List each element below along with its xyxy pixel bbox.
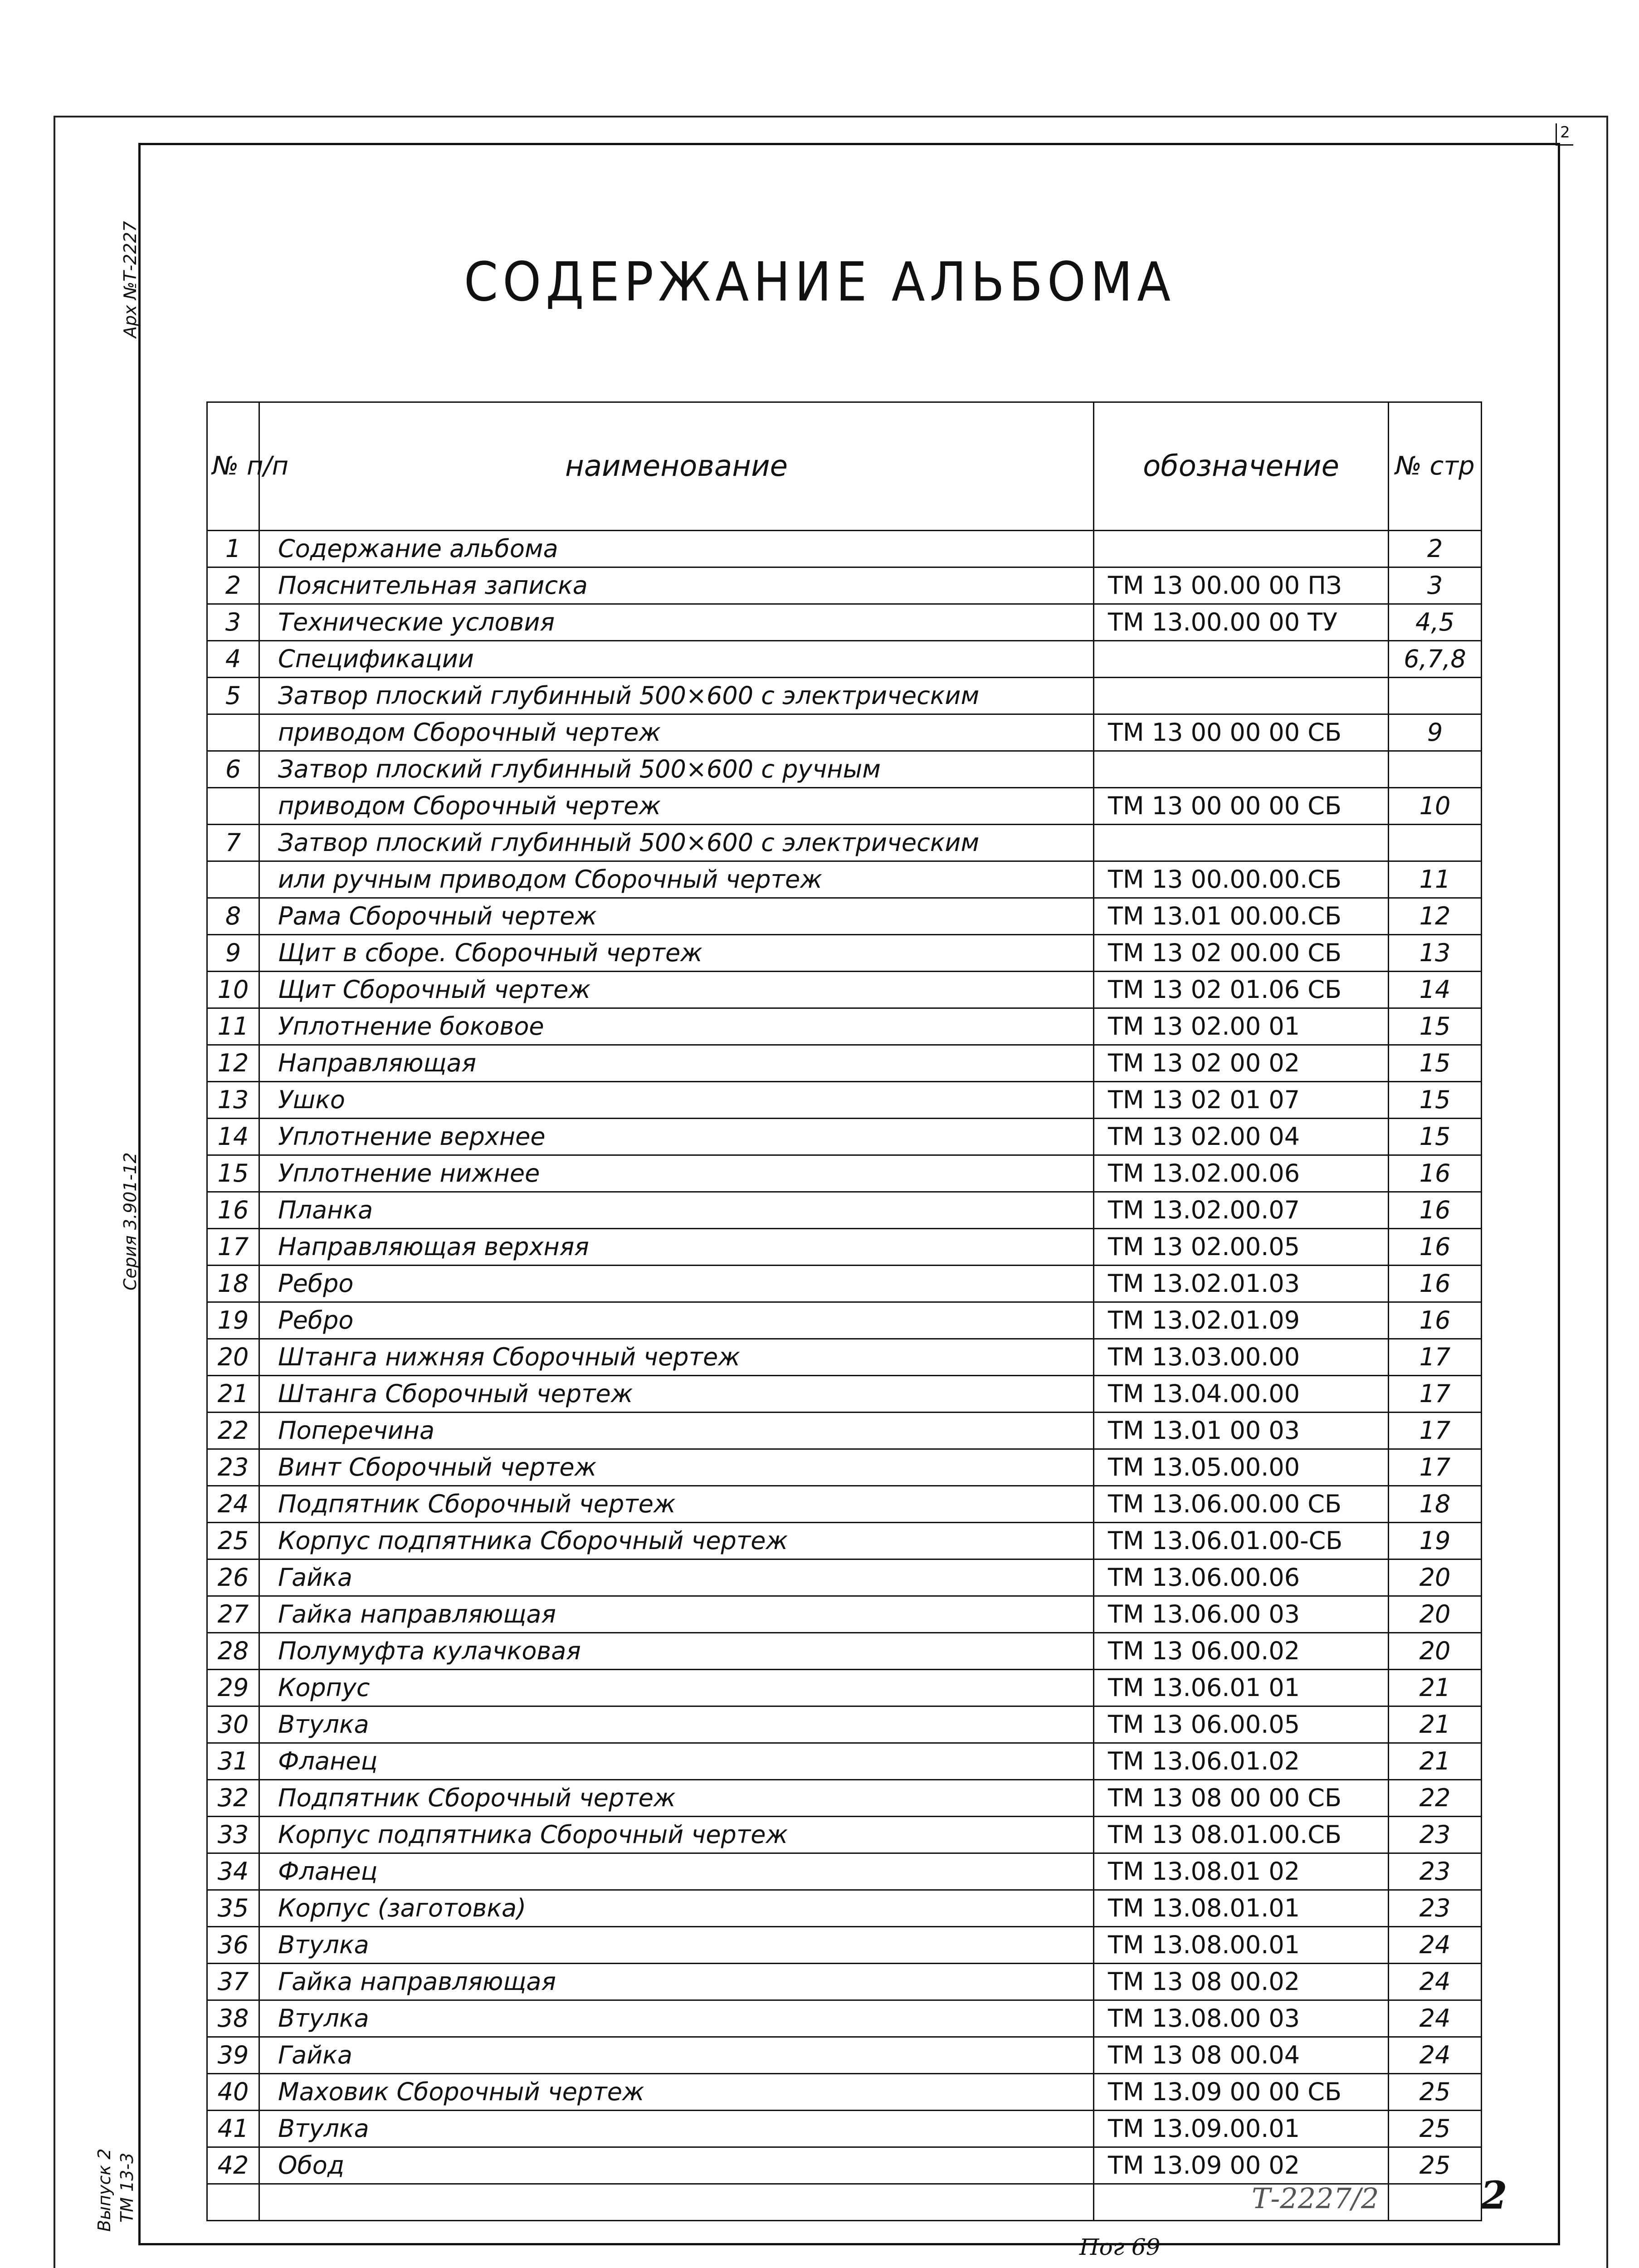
row-code: ТМ 13.02.00.06 — [1094, 1155, 1389, 1192]
table-row — [207, 1192, 1482, 1229]
row-number: 19 — [207, 1302, 259, 1339]
row-number: 17 — [207, 1229, 259, 1266]
row-name: Втулка — [259, 1927, 1094, 1964]
row-name: Гайка направляющая — [259, 1964, 1094, 2000]
row-page: 17 — [1389, 1413, 1482, 1449]
row-page: 20 — [1389, 1633, 1482, 1670]
row-code: ТМ 13 08.01.00.СБ — [1094, 1817, 1389, 1853]
row-name: Корпус (заготовка) — [259, 1890, 1094, 1927]
row-code: ТМ 13 08 00.02 — [1094, 1964, 1389, 2000]
row-code: ТМ 13.08.00 03 — [1094, 2000, 1389, 2037]
row-number: 26 — [207, 1559, 259, 1596]
row-page: 3 — [1389, 567, 1482, 604]
table-row — [207, 1743, 1482, 1780]
row-code: ТМ 13.06.00.06 — [1094, 1559, 1389, 1596]
row-name: Втулка — [259, 1706, 1094, 1743]
table-row — [207, 2147, 1482, 2184]
row-code: ТМ 13.01 00 03 — [1094, 1413, 1389, 1449]
row-name: Ушко — [259, 1082, 1094, 1119]
row-number: 41 — [207, 2111, 259, 2147]
row-name: Спецификации — [259, 641, 1094, 678]
table-row — [207, 2111, 1482, 2147]
row-number: 40 — [207, 2074, 259, 2111]
row-number: 37 — [207, 1964, 259, 2000]
row-number: 15 — [207, 1155, 259, 1192]
row-name: Корпус подпятника Сборочный чертеж — [259, 1817, 1094, 1853]
series-label: Серия 3.901-12 — [120, 1152, 140, 1290]
table-row — [207, 2074, 1482, 2111]
row-number: 10 — [207, 972, 259, 1008]
row-code: ТМ 13.08.00.01 — [1094, 1927, 1389, 1964]
header-code: обозначение — [1094, 402, 1389, 531]
row-name: Планка — [259, 1192, 1094, 1229]
row-number: 30 — [207, 1706, 259, 1743]
row-code: ТМ 13 02 01.06 СБ — [1094, 972, 1389, 1008]
row-name: Гайка — [259, 2037, 1094, 2074]
row-number: 29 — [207, 1670, 259, 1706]
row-name: Полумуфта кулачковая — [259, 1633, 1094, 1670]
row-code: ТМ 13.06.01 01 — [1094, 1670, 1389, 1706]
row-page: 21 — [1389, 1670, 1482, 1706]
table-row — [207, 1890, 1482, 1927]
row-page: 23 — [1389, 1890, 1482, 1927]
row-number: 1 — [207, 531, 259, 567]
row-code: ТМ 13.02.01.09 — [1094, 1302, 1389, 1339]
row-number: 21 — [207, 1376, 259, 1413]
row-name: Маховик Сборочный чертеж — [259, 2074, 1094, 2111]
row-code — [1094, 531, 1389, 567]
row-name: Корпус — [259, 1670, 1094, 1706]
sheet-mark: Пог 69 — [1079, 2234, 1161, 2260]
row-page: 14 — [1389, 972, 1482, 1008]
row-code: ТМ 13.03.00.00 — [1094, 1339, 1389, 1376]
contents-table — [206, 401, 1482, 2221]
row-page: 22 — [1389, 1780, 1482, 1817]
table-row — [207, 788, 1482, 825]
row-code: ТМ 13.06.01.00-СБ — [1094, 1523, 1389, 1559]
row-name: Обод — [259, 2147, 1094, 2184]
row-code: ТМ 13 00 00 00 СБ — [1094, 714, 1389, 751]
row-code: ТМ 13 00.00 00 ПЗ — [1094, 567, 1389, 604]
row-number: 18 — [207, 1266, 259, 1302]
table-row — [207, 641, 1482, 678]
row-code: ТМ 13 06.00.02 — [1094, 1633, 1389, 1670]
row-name: Пояснительная записка — [259, 567, 1094, 604]
page-title: СОДЕРЖАНИЕ АЛЬБОМА — [463, 251, 1176, 314]
table-row — [207, 1302, 1482, 1339]
row-number — [207, 788, 259, 825]
row-code: ТМ 13.01 00.00.СБ — [1094, 898, 1389, 935]
row-page: 25 — [1389, 2074, 1482, 2111]
row-name: приводом Сборочный чертеж — [259, 788, 1094, 825]
row-page: 4,5 — [1389, 604, 1482, 641]
table-row — [207, 1376, 1482, 1413]
row-code: ТМ 13.06.01.02 — [1094, 1743, 1389, 1780]
code-label: ТМ 13-3 — [117, 2152, 137, 2223]
row-page: 17 — [1389, 1339, 1482, 1376]
row-number: 13 — [207, 1082, 259, 1119]
table-row — [207, 1817, 1482, 1853]
row-name: Гайка направляющая — [259, 1596, 1094, 1633]
row-code: ТМ 13.00.00 00 ТУ — [1094, 604, 1389, 641]
row-number: 7 — [207, 825, 259, 861]
row-name: Затвор плоский глубинный 500×600 с ручным — [259, 751, 1094, 788]
row-page: 25 — [1389, 2147, 1482, 2184]
table-row — [207, 1706, 1482, 1743]
row-page: 16 — [1389, 1302, 1482, 1339]
row-number: 3 — [207, 604, 259, 641]
row-page: 21 — [1389, 1706, 1482, 1743]
row-name: Втулка — [259, 2000, 1094, 2037]
row-code: ТМ 13.05.00.00 — [1094, 1449, 1389, 1486]
row-name: Направляющая верхняя — [259, 1229, 1094, 1266]
table-row — [207, 1119, 1482, 1155]
row-code — [1094, 641, 1389, 678]
row-name: Щит Сборочный чертеж — [259, 972, 1094, 1008]
row-page: 17 — [1389, 1376, 1482, 1413]
table-row — [207, 751, 1482, 788]
header-name: наименование — [259, 402, 1094, 531]
row-name: Уплотнение верхнее — [259, 1119, 1094, 1155]
row-page: 15 — [1389, 1008, 1482, 1045]
row-name: Гайка — [259, 1559, 1094, 1596]
archive-label: Арх №Т-2227 — [120, 221, 140, 338]
row-code: ТМ 13.09.00.01 — [1094, 2111, 1389, 2147]
row-name: Поперечина — [259, 1413, 1094, 1449]
row-name: Втулка — [259, 2111, 1094, 2147]
row-number: 33 — [207, 1817, 259, 1853]
row-page: 19 — [1389, 1523, 1482, 1559]
table-row — [207, 1339, 1482, 1376]
table-row — [207, 1082, 1482, 1119]
row-number: 9 — [207, 935, 259, 972]
row-code: ТМ 13.08.01.01 — [1094, 1890, 1389, 1927]
row-page: 15 — [1389, 1045, 1482, 1082]
table-row — [207, 1523, 1482, 1559]
row-number: 22 — [207, 1413, 259, 1449]
row-page: 21 — [1389, 1743, 1482, 1780]
row-number: 42 — [207, 2147, 259, 2184]
row-code: ТМ 13.09 00 00 СБ — [1094, 2074, 1389, 2111]
table-row — [207, 861, 1482, 898]
row-code: ТМ 13 08 00.04 — [1094, 2037, 1389, 2074]
row-page: 11 — [1389, 861, 1482, 898]
row-code: ТМ 13.02.01.03 — [1094, 1266, 1389, 1302]
row-name: Ребро — [259, 1302, 1094, 1339]
table-row — [207, 898, 1482, 935]
row-number: 20 — [207, 1339, 259, 1376]
row-code: ТМ 13.04.00.00 — [1094, 1376, 1389, 1413]
row-code: ТМ 13.08.01 02 — [1094, 1853, 1389, 1890]
row-number: 6 — [207, 751, 259, 788]
row-code: ТМ 13.02.00.07 — [1094, 1192, 1389, 1229]
row-number: 31 — [207, 1743, 259, 1780]
row-number: 12 — [207, 1045, 259, 1082]
table-row — [207, 1670, 1482, 1706]
row-number: 11 — [207, 1008, 259, 1045]
table-row — [207, 1045, 1482, 1082]
table-row — [207, 825, 1482, 861]
row-page: 23 — [1389, 1817, 1482, 1853]
row-page — [1389, 2184, 1482, 2221]
row-page: 20 — [1389, 1596, 1482, 1633]
table-row — [207, 1266, 1482, 1302]
row-page: 15 — [1389, 1119, 1482, 1155]
table-row — [207, 2000, 1482, 2037]
table-row — [207, 1927, 1482, 1964]
row-name: Технические условия — [259, 604, 1094, 641]
row-number: 8 — [207, 898, 259, 935]
row-page: 24 — [1389, 2000, 1482, 2037]
row-code: ТМ 13 02.00 01 — [1094, 1008, 1389, 1045]
table-row — [207, 678, 1482, 714]
row-code: ТМ 13 06.00.05 — [1094, 1706, 1389, 1743]
row-name: Подпятник Сборочный чертеж — [259, 1486, 1094, 1523]
row-page: 23 — [1389, 1853, 1482, 1890]
row-page: 10 — [1389, 788, 1482, 825]
row-number: 2 — [207, 567, 259, 604]
row-number: 25 — [207, 1523, 259, 1559]
table-row — [207, 531, 1482, 567]
table-row — [207, 1413, 1482, 1449]
table-row — [207, 1559, 1482, 1596]
row-code — [1094, 825, 1389, 861]
page-number: 2 — [1481, 2173, 1507, 2218]
row-code: ТМ 13 02.00.05 — [1094, 1229, 1389, 1266]
row-page: 16 — [1389, 1192, 1482, 1229]
table-row — [207, 1633, 1482, 1670]
row-name: Уплотнение нижнее — [259, 1155, 1094, 1192]
row-name: Ребро — [259, 1266, 1094, 1302]
row-name: Направляющая — [259, 1045, 1094, 1082]
row-page: 13 — [1389, 935, 1482, 972]
row-number: 14 — [207, 1119, 259, 1155]
row-name: Рама Сборочный чертеж — [259, 898, 1094, 935]
row-page — [1389, 751, 1482, 788]
row-number: 5 — [207, 678, 259, 714]
table-row — [207, 1008, 1482, 1045]
table-row — [207, 714, 1482, 751]
table-row — [207, 935, 1482, 972]
table-row — [207, 1449, 1482, 1486]
row-code: ТМ 13 00 00 00 СБ — [1094, 788, 1389, 825]
row-page: 16 — [1389, 1155, 1482, 1192]
row-code: ТМ 13 02 00.00 СБ — [1094, 935, 1389, 972]
row-number — [207, 714, 259, 751]
row-page — [1389, 678, 1482, 714]
row-page: 12 — [1389, 898, 1482, 935]
row-name: Штанга Сборочный чертеж — [259, 1376, 1094, 1413]
row-name: Штанга нижняя Сборочный чертеж — [259, 1339, 1094, 1376]
row-name: Фланец — [259, 1853, 1094, 1890]
row-name: Уплотнение боковое — [259, 1008, 1094, 1045]
row-page: 24 — [1389, 2037, 1482, 2074]
archive-mark: Т-2227/2 — [1252, 2182, 1379, 2215]
table-row — [207, 1486, 1482, 1523]
row-number — [207, 2184, 259, 2221]
table-row — [207, 1155, 1482, 1192]
row-page: 24 — [1389, 1927, 1482, 1964]
row-code: ТМ 13 08 00 00 СБ — [1094, 1780, 1389, 1817]
table-row — [207, 1964, 1482, 2000]
row-page: 16 — [1389, 1266, 1482, 1302]
row-code — [1094, 751, 1389, 788]
row-number: 16 — [207, 1192, 259, 1229]
row-page: 18 — [1389, 1486, 1482, 1523]
row-number: 28 — [207, 1633, 259, 1670]
row-name: Затвор плоский глубинный 500×600 с электрическим — [259, 825, 1094, 861]
header-num: № п/п — [207, 402, 259, 531]
row-number: 34 — [207, 1853, 259, 1890]
row-code: ТМ 13 02 00 02 — [1094, 1045, 1389, 1082]
row-name: Подпятник Сборочный чертеж — [259, 1780, 1094, 1817]
row-number: 38 — [207, 2000, 259, 2037]
row-page: 2 — [1389, 531, 1482, 567]
row-code: ТМ 13 02 01 07 — [1094, 1082, 1389, 1119]
row-page: 17 — [1389, 1449, 1482, 1486]
row-page: 16 — [1389, 1229, 1482, 1266]
sheet-corner-number: 2 — [1556, 123, 1573, 146]
issue-label: Выпуск 2 — [94, 2148, 114, 2232]
row-number: 32 — [207, 1780, 259, 1817]
row-page: 6,7,8 — [1389, 641, 1482, 678]
row-name: Винт Сборочный чертеж — [259, 1449, 1094, 1486]
table-row — [207, 972, 1482, 1008]
table-row — [207, 1229, 1482, 1266]
table-body — [207, 531, 1482, 2221]
row-code: ТМ 13.06.00.00 СБ — [1094, 1486, 1389, 1523]
row-name: Затвор плоский глубинный 500×600 с электрическим — [259, 678, 1094, 714]
table-row — [207, 604, 1482, 641]
table-header-row — [207, 402, 1482, 531]
row-code: ТМ 13.06.00 03 — [1094, 1596, 1389, 1633]
row-number: 27 — [207, 1596, 259, 1633]
row-page: 24 — [1389, 1964, 1482, 2000]
row-number: 36 — [207, 1927, 259, 1964]
row-number: 39 — [207, 2037, 259, 2074]
row-number: 24 — [207, 1486, 259, 1523]
table-row — [207, 2037, 1482, 2074]
row-name: или ручным приводом Сборочный чертеж — [259, 861, 1094, 898]
row-name — [259, 2184, 1094, 2221]
row-name: приводом Сборочный чертеж — [259, 714, 1094, 751]
row-page: 20 — [1389, 1559, 1482, 1596]
row-code: ТМ 13 00.00.00.СБ — [1094, 861, 1389, 898]
row-page: 25 — [1389, 2111, 1482, 2147]
row-code: ТМ 13 02.00 04 — [1094, 1119, 1389, 1155]
table-row — [207, 1853, 1482, 1890]
table-row — [207, 1596, 1482, 1633]
row-page — [1389, 825, 1482, 861]
row-page: 15 — [1389, 1082, 1482, 1119]
row-name: Содержание альбома — [259, 531, 1094, 567]
row-code — [1094, 678, 1389, 714]
row-number — [207, 861, 259, 898]
row-number: 23 — [207, 1449, 259, 1486]
row-name: Щит в сборе. Сборочный чертеж — [259, 935, 1094, 972]
header-page: № стр — [1389, 402, 1482, 531]
table-row — [207, 1780, 1482, 1817]
row-number: 4 — [207, 641, 259, 678]
row-number: 35 — [207, 1890, 259, 1927]
row-code: ТМ 13.09 00 02 — [1094, 2147, 1389, 2184]
table-row — [207, 567, 1482, 604]
row-name: Корпус подпятника Сборочный чертеж — [259, 1523, 1094, 1559]
row-name: Фланец — [259, 1743, 1094, 1780]
row-page: 9 — [1389, 714, 1482, 751]
